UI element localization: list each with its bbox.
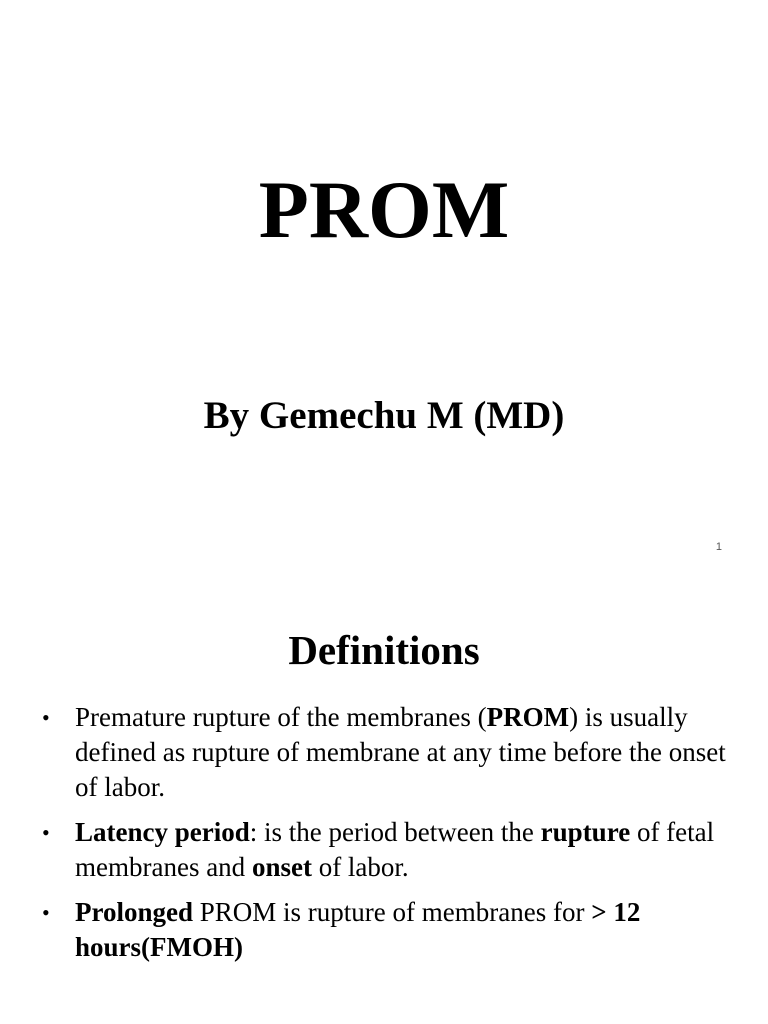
bullet-bold-text: Latency period <box>75 817 250 847</box>
section-heading: Definitions <box>288 627 480 673</box>
bullet-bold-text: onset <box>251 852 312 882</box>
definitions-slide <box>0 576 768 1024</box>
bullet-text: Premature rupture of the membranes ( <box>75 702 487 732</box>
list-item <box>40 815 730 885</box>
bullet-icon: • <box>42 820 50 845</box>
bullet-bold-text: > 12 hours(FMOH) <box>75 897 641 962</box>
bullet-text: of labor. <box>311 852 409 882</box>
bullet-bold-text: rupture <box>540 817 631 847</box>
slide-subtitle-author: By Gemechu M (MD) <box>203 394 565 437</box>
page-number: 1 <box>715 541 722 553</box>
bullet-bold-text: PROM <box>486 702 570 732</box>
slide-title: PROM <box>258 164 510 255</box>
definitions-list <box>40 700 730 975</box>
bullet-text: : is the period between the <box>249 817 541 847</box>
bullet-bold-text: Prolonged <box>75 897 194 927</box>
bullet-text: ) is usually defined as rupture of membrane at any time before the onset of labor. <box>75 702 726 802</box>
bullet-text: of fetal membranes and <box>75 817 715 882</box>
bullet-icon: • <box>42 900 50 925</box>
bullet-text: PROM is rupture of membranes for <box>193 897 592 927</box>
list-item <box>40 895 730 965</box>
list-item <box>40 700 730 805</box>
bullet-icon: • <box>42 705 50 730</box>
